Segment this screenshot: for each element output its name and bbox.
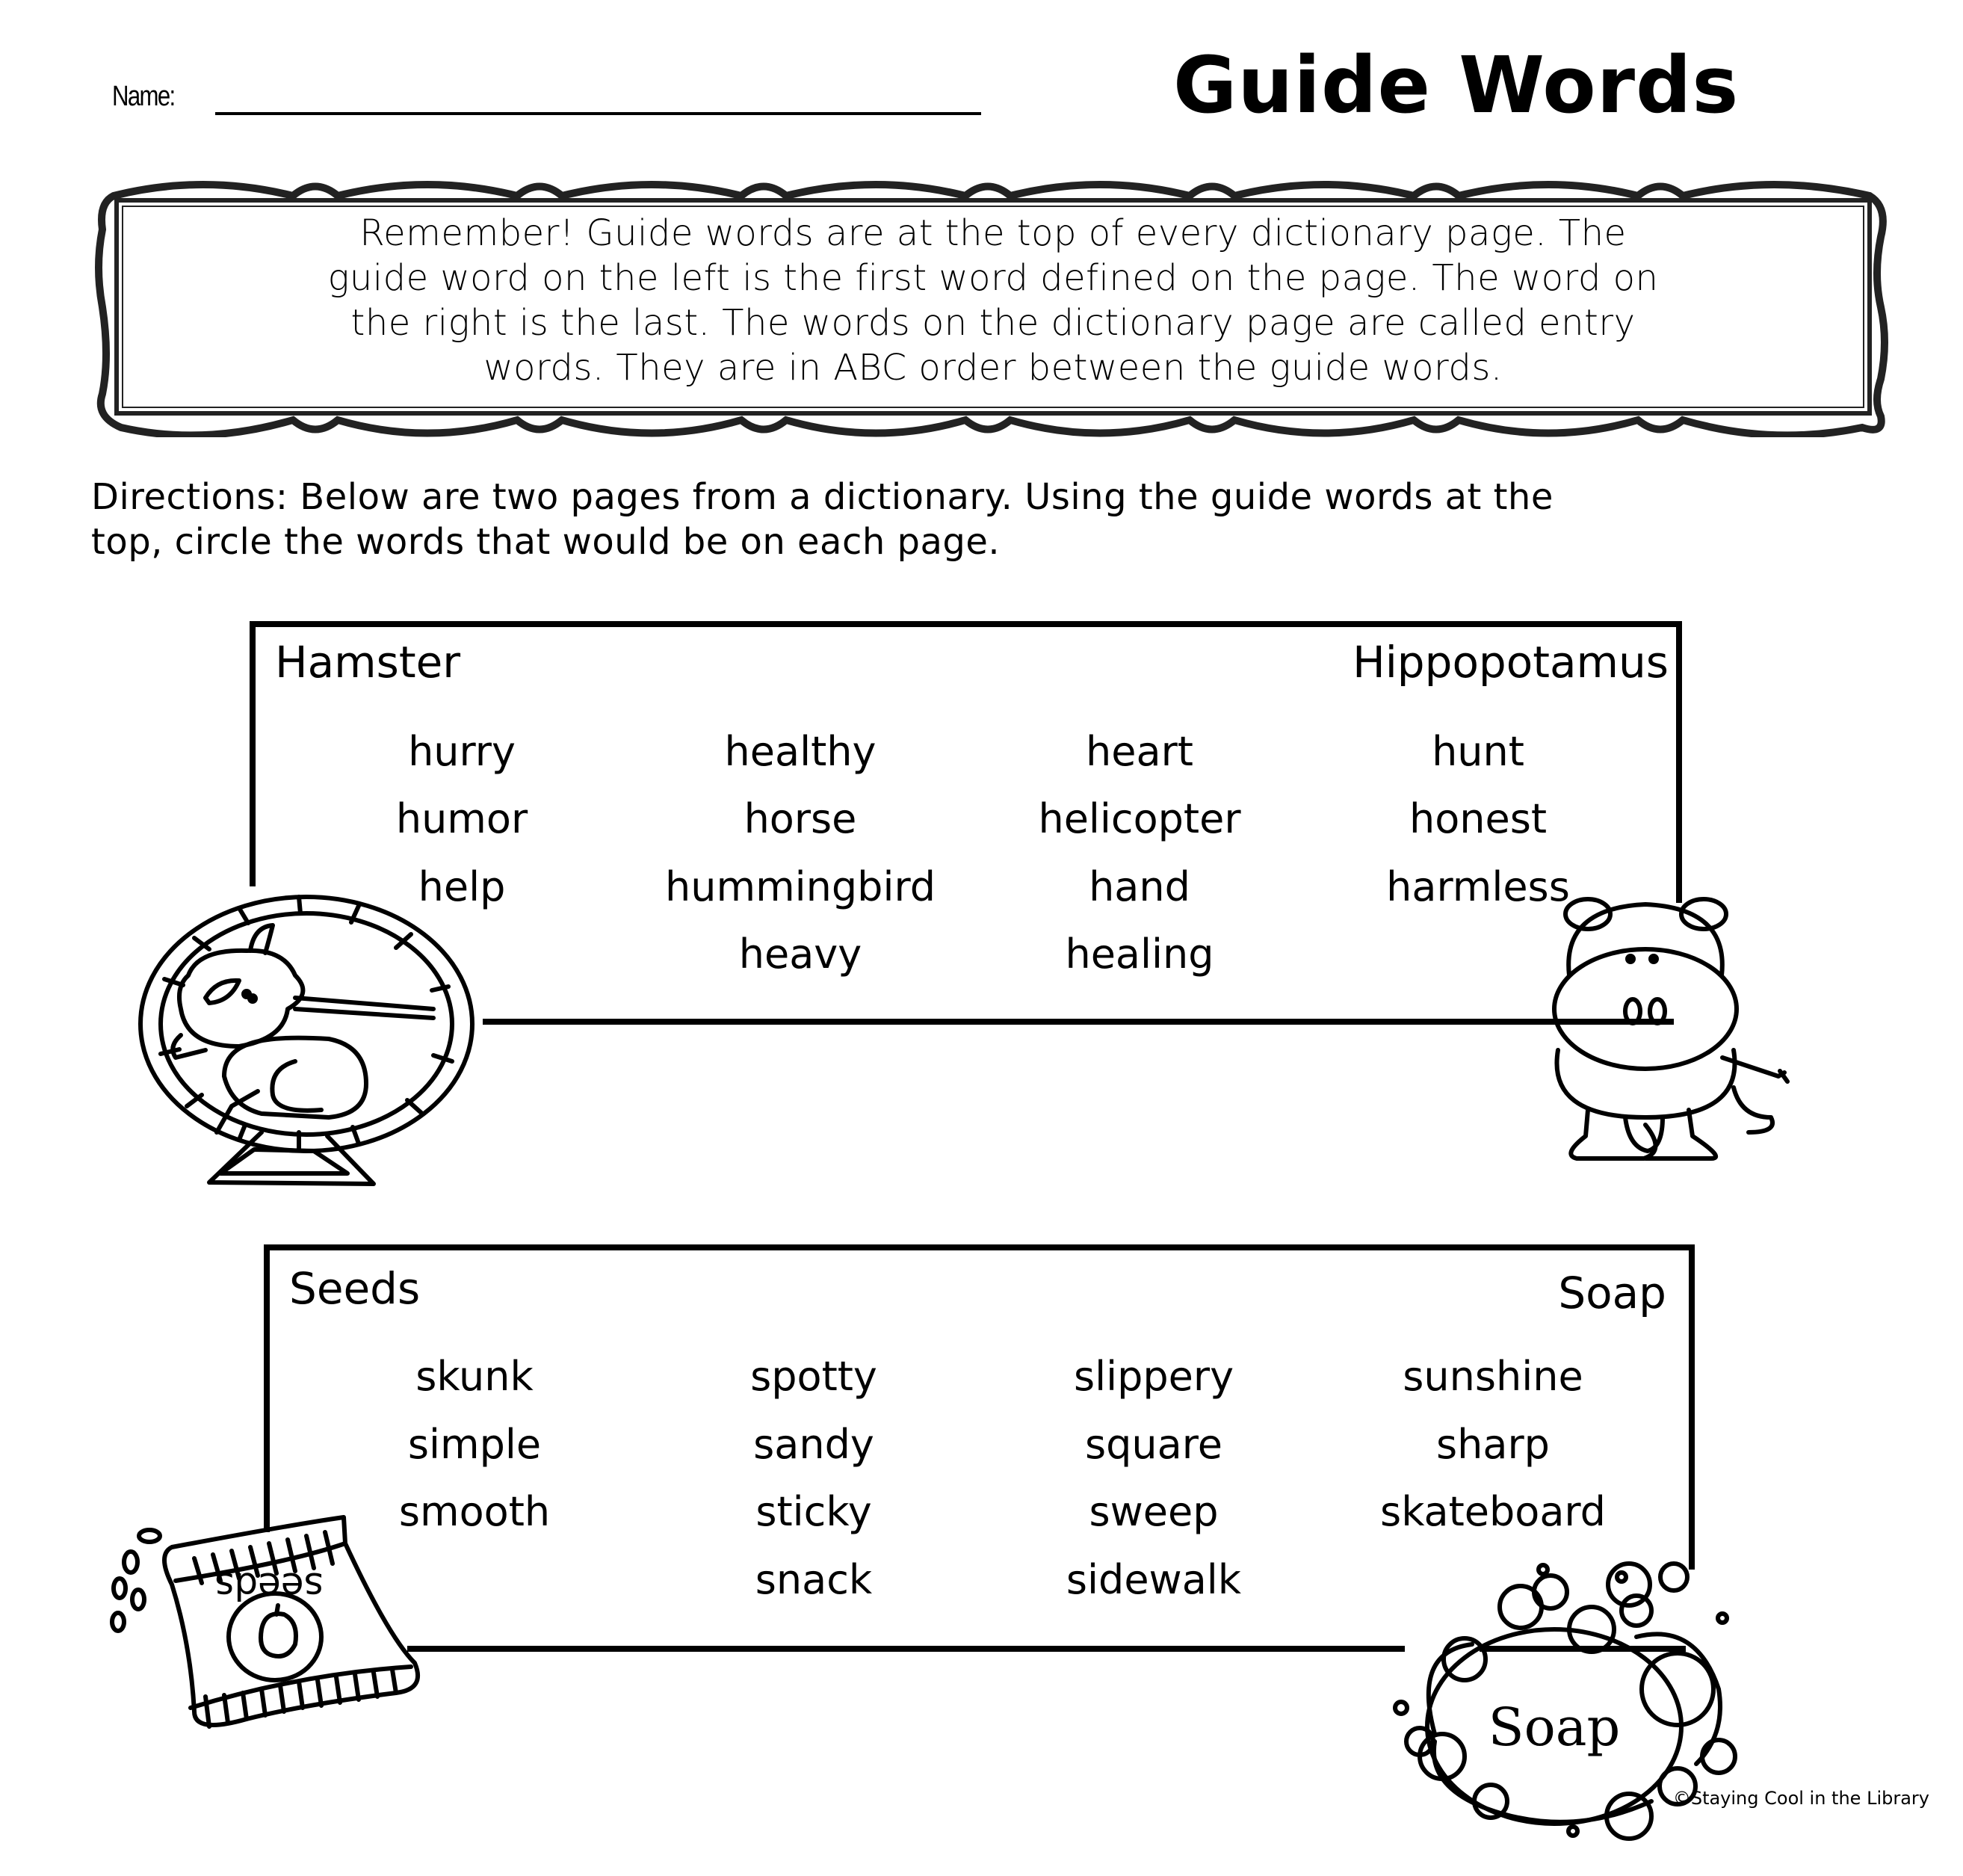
guide-word-right: Soap — [1558, 1268, 1666, 1318]
guide-word-left: Seeds — [289, 1263, 421, 1314]
guide-word-left: Hamster — [275, 637, 461, 688]
remember-line: guide word on the left is the first word defined on the page. The word on — [327, 257, 1659, 299]
entry-word[interactable]: sharp — [1436, 1421, 1550, 1468]
entry-word[interactable]: helicopter — [1038, 795, 1241, 842]
remember-line: words. They are in ABC order between the guide words. — [483, 347, 1503, 389]
entry-word[interactable]: square — [1085, 1421, 1222, 1468]
remember-line: Remember! Guide words are at the top of every dictionary page. The — [359, 212, 1627, 254]
entry-word[interactable]: hummingbird — [665, 863, 936, 910]
seed-packet-icon — [105, 1510, 433, 1779]
entry-word[interactable]: snack — [755, 1556, 873, 1603]
page-title: Guide Words — [1173, 40, 1740, 131]
entry-word[interactable]: sunshine — [1403, 1353, 1583, 1400]
directions-line: top, circle the words that would be on each page. — [91, 521, 1001, 563]
entry-word[interactable]: sandy — [753, 1421, 874, 1468]
entry-word[interactable]: hurry — [408, 728, 516, 775]
entry-word[interactable]: healing — [1065, 931, 1214, 978]
entry-word[interactable]: help — [418, 863, 506, 910]
remember-line: the right is the last. The words on the dictionary page are called entry — [350, 302, 1636, 344]
name-label: Name: — [112, 81, 175, 112]
entry-word[interactable]: hand — [1089, 863, 1190, 910]
entry-word[interactable]: harmless — [1386, 863, 1570, 910]
entry-word[interactable]: humor — [395, 795, 528, 842]
entry-word[interactable]: skunk — [415, 1353, 534, 1400]
entry-word[interactable]: slippery — [1073, 1353, 1234, 1400]
entry-word[interactable]: sticky — [755, 1488, 872, 1535]
entry-word[interactable]: sidewalk — [1066, 1556, 1242, 1603]
guide-word-right: Hippopotamus — [1353, 637, 1669, 688]
soap-icon — [1382, 1562, 1801, 1876]
seed-packet-label: seeds — [214, 1564, 324, 1608]
entry-word[interactable]: smooth — [398, 1488, 551, 1535]
entry-word[interactable]: spotty — [750, 1353, 877, 1400]
entry-word[interactable]: simple — [407, 1421, 542, 1468]
hippo-icon — [1547, 893, 1793, 1162]
remember-text — [118, 211, 1868, 390]
soap-label: Soap — [1488, 1697, 1621, 1758]
hamster-wheel-icon — [135, 889, 478, 1166]
directions-line: Directions: Below are two pages from a dictionary. Using the guide words at the — [91, 476, 1554, 518]
name-input-line[interactable] — [215, 112, 981, 115]
entry-word[interactable]: heavy — [738, 931, 862, 978]
entry-word[interactable]: heart — [1086, 728, 1193, 775]
entry-word[interactable]: horse — [744, 795, 857, 842]
entry-word[interactable]: hunt — [1432, 728, 1524, 775]
directions-text — [91, 475, 1922, 564]
entry-word[interactable]: skateboard — [1380, 1488, 1606, 1535]
copyright-text: ©Staying Cool in the Library — [1672, 1788, 1929, 1809]
entry-word[interactable]: healthy — [724, 728, 877, 775]
entry-word[interactable]: sweep — [1089, 1488, 1219, 1535]
entry-word[interactable]: honest — [1409, 795, 1548, 842]
